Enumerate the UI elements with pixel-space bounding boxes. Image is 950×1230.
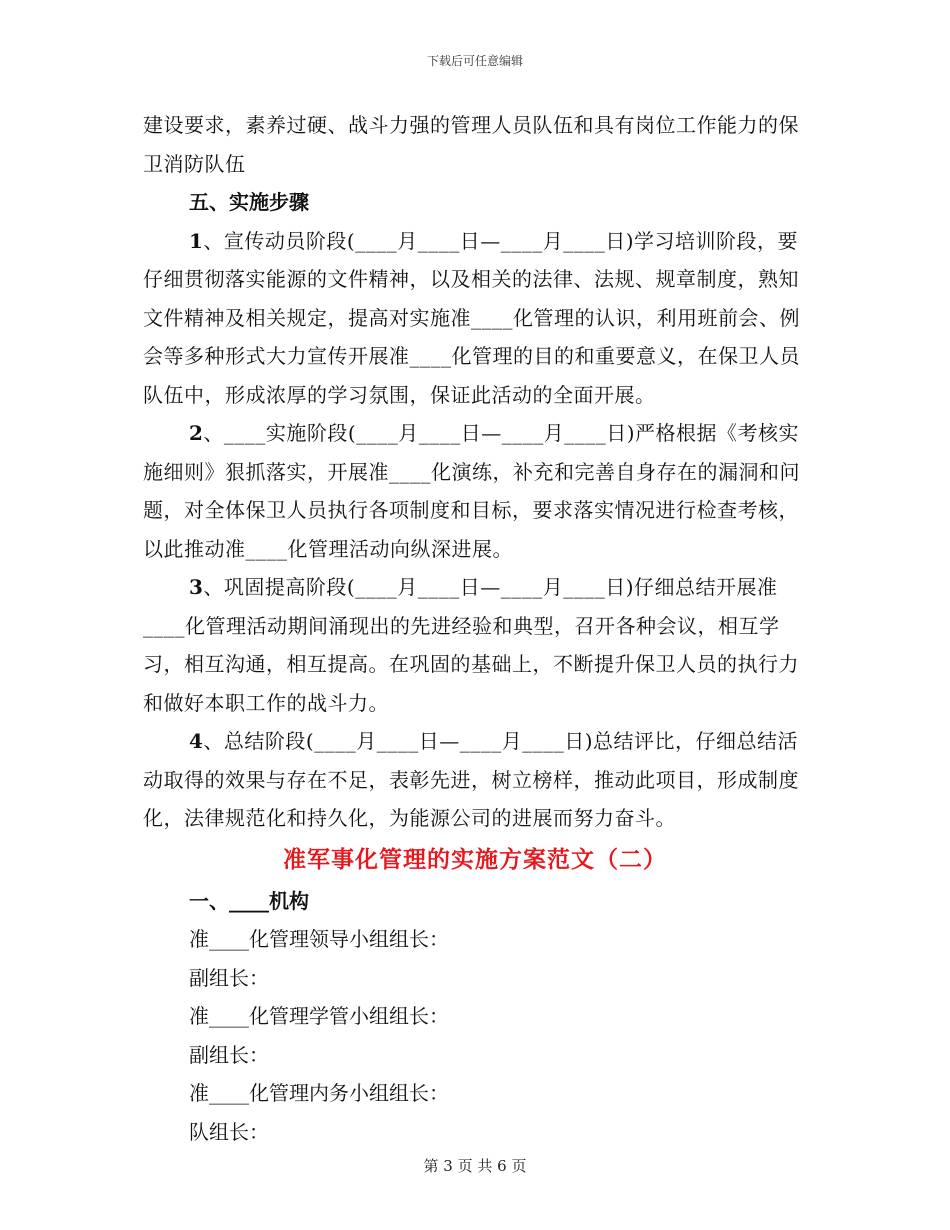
field-line: 队组长：: [189, 1119, 269, 1144]
page-content: [143, 106, 807, 1151]
step-1-number: 1: [189, 228, 204, 253]
section-one-heading: 一、____机构: [189, 888, 309, 913]
field-line: 准____化管理领导小组组长：: [189, 927, 449, 951]
field-line: 副组长：: [189, 965, 269, 990]
step-2-paragraph: [143, 414, 807, 568]
step-4-number: 4: [189, 729, 204, 753]
step-2-number: 2: [189, 421, 204, 445]
step-2-text: 、____实施阶段(____月____日—____月____日)严格根据《考核实施细则》狠抓落实，开展准____化演练，补充和完善自身存在的漏洞和问题，对全体保卫人员执行各项制度和目标，要求落实情况进行检查考核，以此推动准____化管理活动向纵深进展。: [143, 421, 800, 561]
field-line: 准____化管理学管小组组长：: [189, 1004, 449, 1028]
step-1-paragraph: [143, 222, 807, 415]
section-five-heading: 五、实施步骤: [189, 190, 309, 214]
step-4-text: 、总结阶段(____月____日—____月____日)总结评比，仔细总结活动取得的效果与存在不足，表彰先进，树立榜样，推动此项目，形成制度化，法律规范化和持久化，为能源公司的进展而努力奋斗。: [143, 729, 799, 830]
step-3-number: 3: [189, 575, 204, 599]
step-4-paragraph: [143, 722, 807, 838]
page-header: 下载后可任意编辑: [426, 54, 523, 68]
document-title: 准军事化管理的实施方案范文（二）: [283, 845, 667, 873]
field-line: 副组长：: [189, 1042, 269, 1067]
step-3-paragraph: [143, 568, 807, 722]
step-1-text: 、宣传动员阶段(____月____日—____月____日)学习培训阶段，要仔细贯彻落实能源的文件精神，以及相关的法律、法规、规章制度，熟知文件精神及相关规定，提高对实施准____化管理的认识，利用班前会、例会等多种形式大力宣传开展准____化管理的目的和重要意义，在保卫人员队伍中，形成浓厚的学习氛围，保证此活动的全面开展。: [143, 228, 800, 407]
field-line: 准____化管理内务小组组长：: [189, 1081, 449, 1105]
step-3-text: 、巩固提高阶段(____月____日—____月____日)仔细总结开展准____化管理活动期间涌现出的先进经验和典型，召开各种会议，相互学习，相互沟通，相互提高。在巩固的基础上，不断提升保卫人员的执行力和做好本职工作的战斗力。: [143, 575, 799, 715]
intro-paragraph: 建设要求，素养过硬、战斗力强的管理人员队伍和具有岗位工作能力的保卫消防队伍: [143, 113, 799, 176]
page-footer: 第 3 页 共 6 页: [423, 1157, 527, 1175]
